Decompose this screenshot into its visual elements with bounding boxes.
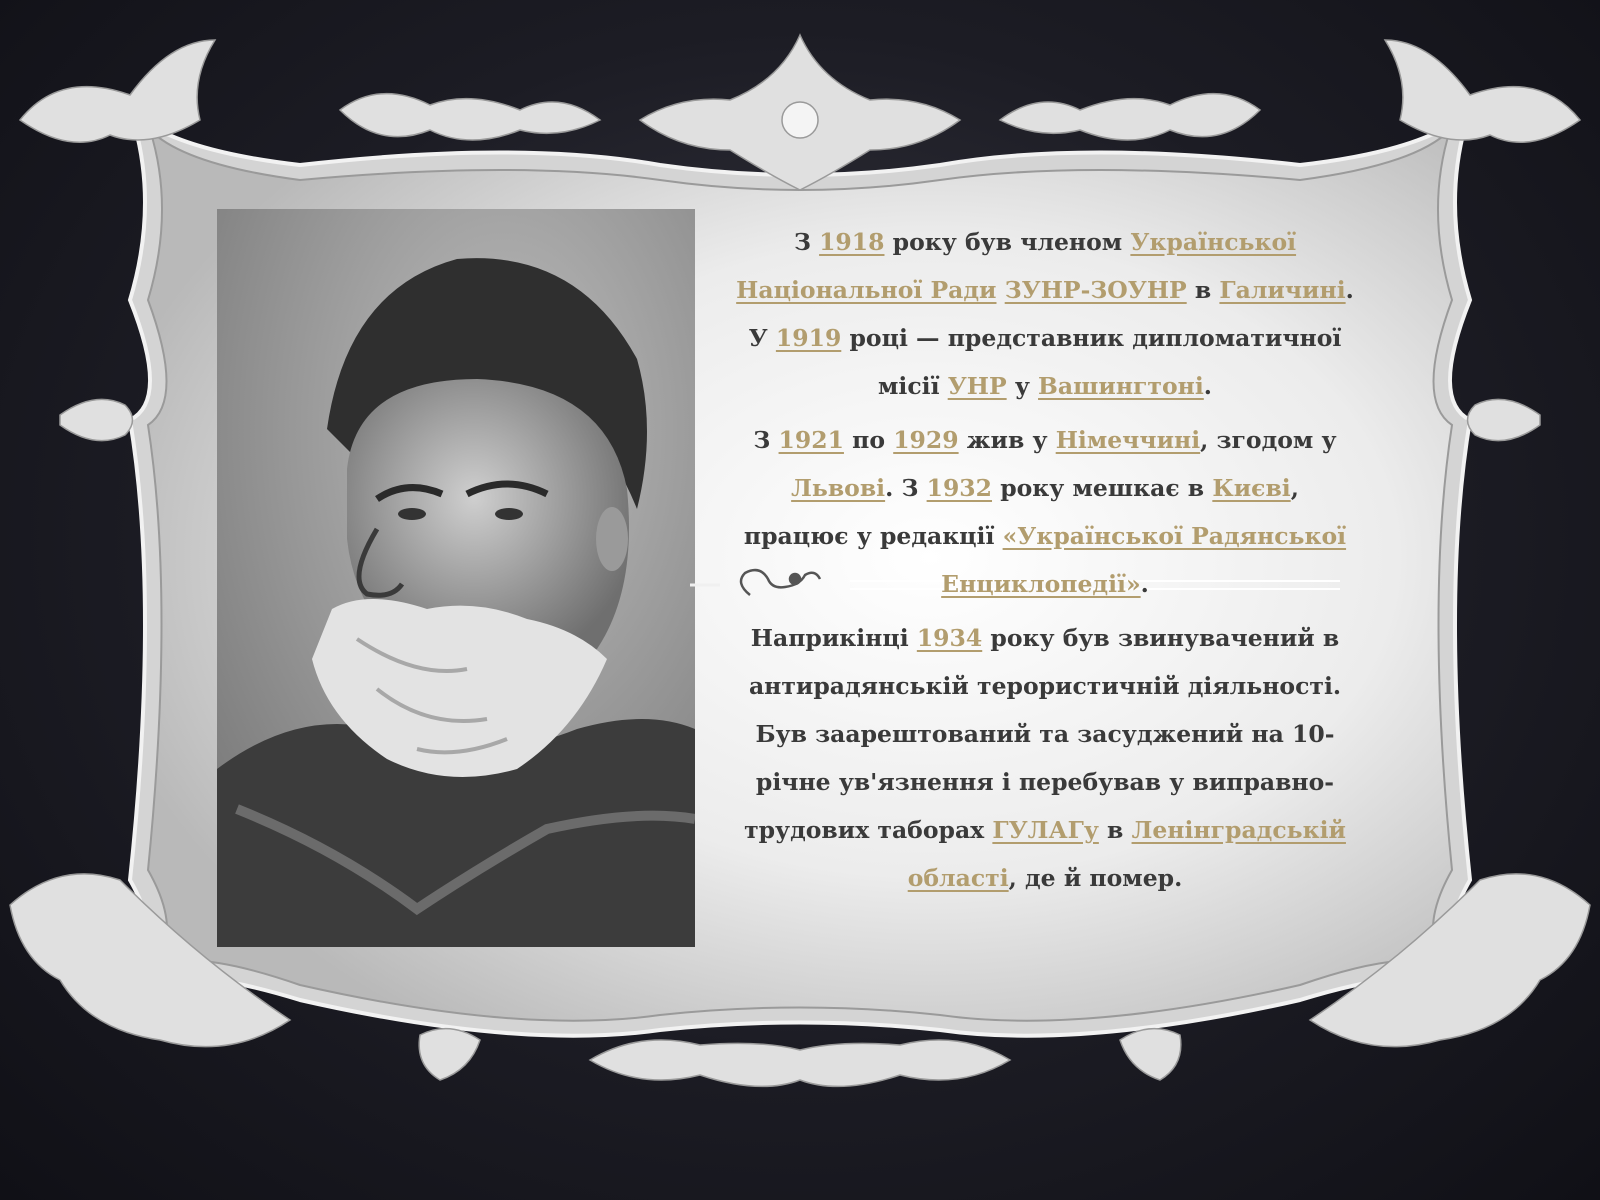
text-run: року був звинувачений в антирадянській терористичній діяльності. Був заарештований та засуджений на 10-річне ув'язнення і перебував у виправно-трудових таборах bbox=[744, 624, 1342, 844]
text-link[interactable]: 1921 bbox=[778, 426, 844, 454]
text-link[interactable]: Києві bbox=[1212, 474, 1291, 502]
text-link[interactable]: 1918 bbox=[819, 228, 885, 256]
text-run: . У bbox=[748, 276, 1354, 352]
text-link[interactable]: Ленінградській області bbox=[907, 816, 1346, 892]
text-run: . bbox=[1203, 372, 1212, 400]
text-run: року мешкає в bbox=[992, 474, 1213, 502]
text-run: , працює у редакції bbox=[743, 474, 1299, 550]
portrait-photo bbox=[217, 209, 695, 947]
paragraph-2 bbox=[735, 416, 1355, 608]
text-link[interactable]: Української Національної Ради bbox=[736, 228, 1297, 304]
text-run: по bbox=[843, 426, 894, 454]
text-link[interactable]: УНР bbox=[947, 372, 1007, 400]
text-run: . З bbox=[885, 474, 927, 502]
text-run: . bbox=[1140, 570, 1149, 598]
text-run: Наприкінці bbox=[750, 624, 917, 652]
text-run: З bbox=[793, 228, 820, 256]
text-link[interactable]: Львові bbox=[791, 474, 886, 502]
text-link[interactable]: 1932 bbox=[926, 474, 993, 502]
text-run: у bbox=[1006, 372, 1039, 400]
text-link[interactable]: ГУЛАГу bbox=[992, 816, 1099, 844]
text-link[interactable]: «Української Радянської Енциклопедії» bbox=[941, 522, 1347, 598]
text-link[interactable]: 1929 bbox=[893, 426, 959, 454]
biography-text bbox=[735, 218, 1355, 908]
text-run: році — представник дипломатичної місії bbox=[841, 324, 1342, 400]
text-link[interactable]: Вашингтоні bbox=[1038, 372, 1204, 400]
text-run: , де й помер. bbox=[1008, 864, 1183, 892]
text-link[interactable]: 1934 bbox=[916, 624, 983, 652]
text-link[interactable]: 1919 bbox=[775, 324, 842, 352]
portrait-image bbox=[217, 209, 695, 947]
text-run: в bbox=[1098, 816, 1132, 844]
text-link[interactable]: ЗУНР-ЗОУНР bbox=[1004, 276, 1187, 304]
text-run: року був членом bbox=[884, 228, 1131, 256]
paragraph-1 bbox=[735, 218, 1355, 410]
text-run: , згодом у bbox=[1200, 426, 1337, 454]
paragraph-3 bbox=[735, 614, 1355, 902]
text-link[interactable]: Галичині bbox=[1219, 276, 1346, 304]
text-run bbox=[997, 276, 1005, 304]
text-run: З bbox=[753, 426, 779, 454]
text-link[interactable]: Німеччині bbox=[1055, 426, 1201, 454]
text-run: в bbox=[1186, 276, 1220, 304]
text-run: жив у bbox=[958, 426, 1056, 454]
